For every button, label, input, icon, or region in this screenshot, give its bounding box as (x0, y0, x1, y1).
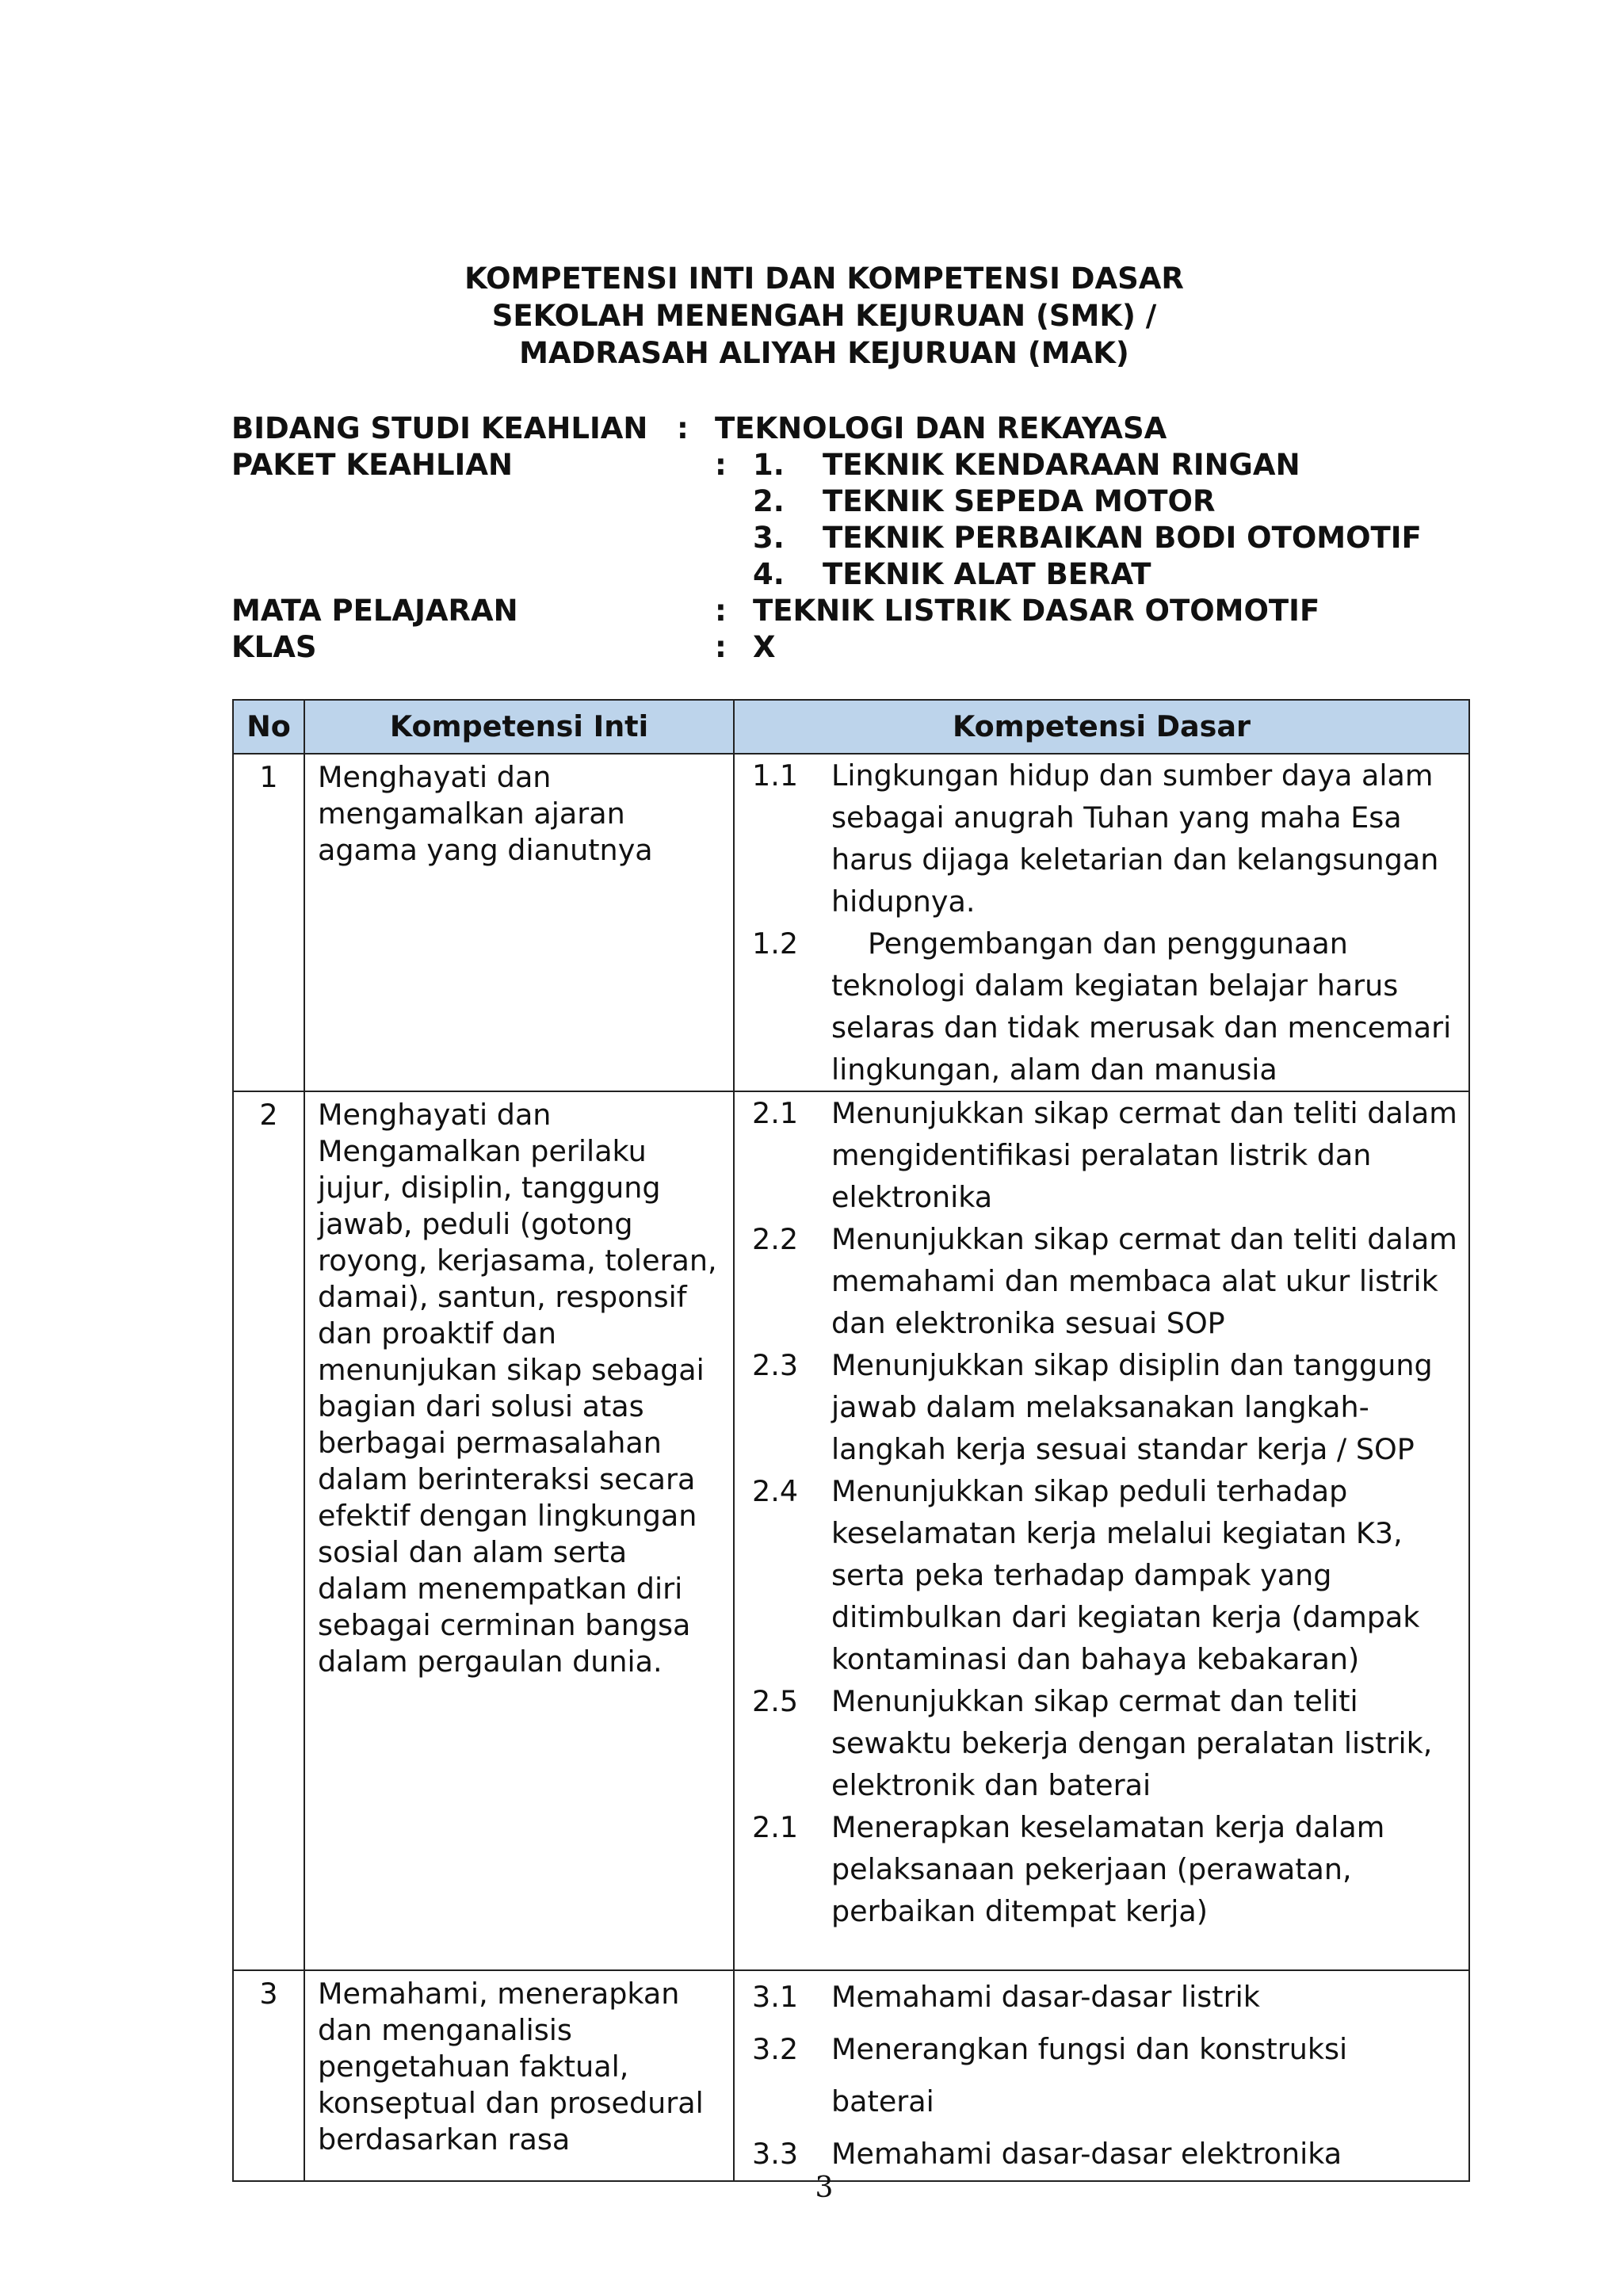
bidang-colon: : (677, 411, 689, 445)
kd-number: 2.1 (752, 1810, 799, 1844)
paket-item-num: 4. (753, 557, 785, 591)
paket-label: PAKET KEAHLIAN (231, 448, 513, 482)
title-line-1: KOMPETENSI INTI DAN KOMPETENSI DASAR (464, 262, 1184, 296)
competency-table (232, 699, 1470, 2182)
kompetensi-dasar-cell (734, 754, 1469, 1091)
kd-number: 3.1 (752, 1980, 799, 2014)
kd-text: Menunjukkan sikap cermat dan teliti dalam memahami dan membaca alat ukur listrik dan elektronika sesuai SOP (831, 1222, 1457, 1340)
kompetensi-inti-cell: Menghayati dan Mengamalkan perilaku jujur, disiplin, tanggung jawab, peduli (gotong royong, kerjasama, toleran, damai), santun, responsif dan proaktif dan menunjukan sikap sebagai bagian dari solusi atas berbagai permasalahan dalam berinteraksi secara efektif dengan lingkungan sosial dan alam serta dalam menempatkan diri sebagai cerminan bangsa dalam pergaulan dunia. (304, 1091, 734, 1970)
paket-colon: : (715, 448, 727, 482)
table-row (233, 1970, 1469, 2181)
kd-item (735, 1092, 1468, 1218)
document-title (0, 260, 1623, 372)
kd-number: 2.2 (752, 1222, 799, 1256)
kd-number: 2.3 (752, 1348, 799, 1382)
kd-text: Menunjukkan sikap cermat dan teliti sewaktu bekerja dengan peralatan listrik, elektronik dan baterai (831, 1684, 1433, 1802)
klas-value: X (753, 630, 776, 664)
kd-item (735, 1971, 1468, 2023)
kd-text: Menunjukkan sikap disiplin dan tanggung jawab dalam melaksanakan langkah-langkah kerja sesuai standar kerja / SOP (831, 1348, 1433, 1466)
kd-number: 3.2 (752, 2032, 799, 2066)
kd-item (735, 755, 1468, 923)
kd-text: Memahami dasar-dasar elektronika (831, 2137, 1342, 2171)
kd-item (735, 1344, 1468, 1470)
paket-item: TEKNIK ALAT BERAT (823, 557, 1151, 591)
kd-item (735, 1680, 1468, 1806)
kd-item (735, 2023, 1468, 2128)
kd-item (735, 923, 1468, 1091)
kompetensi-inti-cell: Memahami, menerapkan dan menganalisis pengetahuan faktual, konseptual dan prosedural berdasarkan rasa (304, 1970, 734, 2181)
bidang-value: TEKNOLOGI DAN REKAYASA (715, 411, 1167, 445)
header-kompetensi-inti: Kompetensi Inti (304, 700, 734, 754)
kompetensi-dasar-cell (734, 1091, 1469, 1970)
table-row (233, 1091, 1469, 1970)
table-row (233, 754, 1469, 1091)
kd-number: 2.5 (752, 1684, 799, 1718)
bidang-label: BIDANG STUDI KEAHLIAN (231, 411, 648, 445)
row-number: 1 (233, 754, 304, 1091)
paket-item-num: 3. (753, 521, 785, 555)
kd-number: 1.2 (752, 926, 799, 961)
row-number: 2 (233, 1091, 304, 1970)
mapel-colon: : (715, 594, 727, 628)
kd-text: Menunjukkan sikap peduli terhadap keselamatan kerja melalui kegiatan K3, serta peka terhadap dampak yang ditimbulkan dari kegiatan kerja (dampak kontaminasi dan bahaya kebakaran) (831, 1474, 1420, 1676)
header-no: No (233, 700, 304, 754)
klas-label: KLAS (231, 630, 317, 664)
kd-number: 2.1 (752, 1096, 799, 1130)
kompetensi-dasar-cell (734, 1970, 1469, 2181)
title-line-3: MADRASAH ALIYAH KEJURUAN (MAK) (519, 336, 1129, 370)
kd-number: 1.1 (752, 758, 799, 793)
paket-item: TEKNIK KENDARAAN RINGAN (823, 448, 1300, 482)
kd-text: Memahami dasar-dasar listrik (831, 1980, 1260, 2014)
paket-item: TEKNIK SEPEDA MOTOR (823, 484, 1216, 518)
kd-text: Menerapkan keselamatan kerja dalam pelaksanaan pekerjaan (perawatan, perbaikan ditempat kerja) (831, 1810, 1385, 1928)
kd-item (735, 1806, 1468, 1932)
kd-item (735, 1470, 1468, 1680)
kd-text: Menerangkan fungsi dan konstruksi baterai (831, 2032, 1348, 2118)
kd-text: Lingkungan hidup dan sumber daya alam sebagai anugrah Tuhan yang maha Esa harus dijaga keletarian dan kelangsungan hidupnya. (831, 758, 1439, 919)
kd-item (735, 1218, 1468, 1344)
competency-table-wrap (232, 699, 1468, 2182)
kompetensi-inti-cell: Menghayati dan mengamalkan ajaran agama yang dianutnya (304, 754, 734, 1091)
kd-text: Menunjukkan sikap cermat dan teliti dalam mengidentifikasi peralatan listrik dan elektronika (831, 1096, 1457, 1214)
page-number: 3 (815, 2172, 834, 2204)
mapel-label: MATA PELAJARAN (231, 594, 518, 628)
paket-item: TEKNIK PERBAIKAN BODI OTOMOTIF (823, 521, 1422, 555)
paket-item-num: 1. (753, 448, 785, 482)
header-kompetensi-dasar: Kompetensi Dasar (734, 700, 1469, 754)
kd-number: 3.3 (752, 2137, 799, 2171)
title-line-2: SEKOLAH MENENGAH KEJURUAN (SMK) / (491, 299, 1157, 333)
kd-number: 2.4 (752, 1474, 799, 1508)
kd-text: Pengembangan dan penggunaan teknologi dalam kegiatan belajar harus selaras dan tidak merusak dan mencemari lingkungan, alam dan manusia (831, 926, 1452, 1087)
row-number: 3 (233, 1970, 304, 2181)
table-header-row (233, 700, 1469, 754)
paket-item-num: 2. (753, 484, 785, 518)
mapel-value: TEKNIK LISTRIK DASAR OTOMOTIF (753, 594, 1320, 628)
klas-colon: : (715, 630, 727, 664)
